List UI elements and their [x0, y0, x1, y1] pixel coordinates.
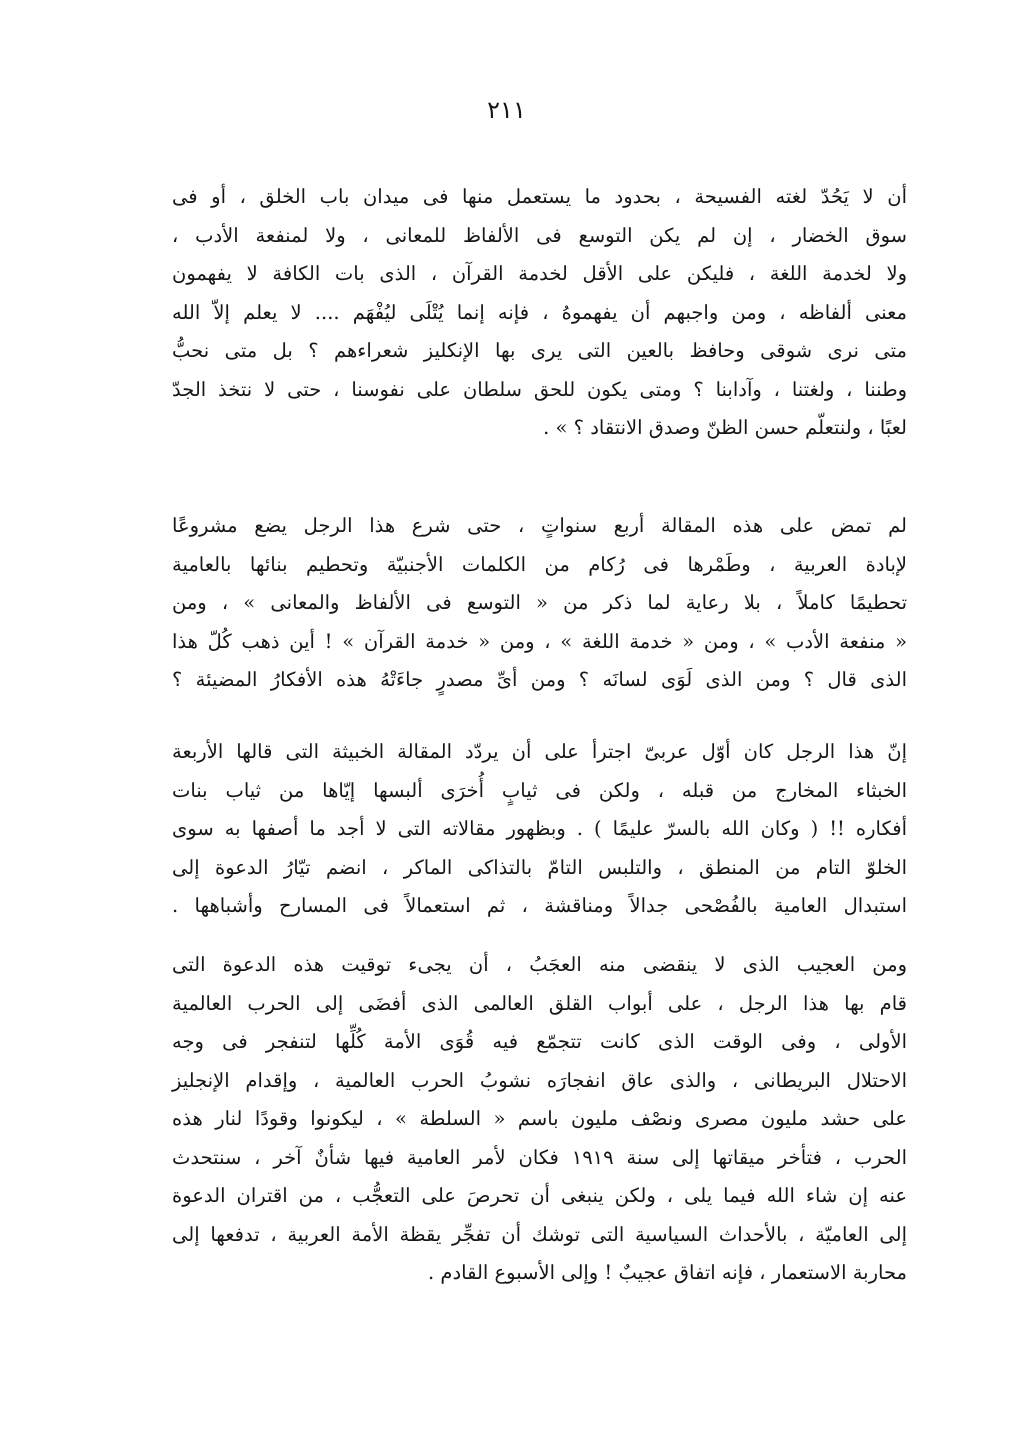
- text-line: وطننا ، ولغتنا ، وآدابنا ؟ ومتى يكون للحق سلطان على نفوسنا ، حتى لا نتخذ الجدّ: [172, 377, 907, 401]
- text-line: « منفعة الأدب » ، ومن « خدمة اللغة » ، ومن « خدمة القرآن » ! أين ذهب كُلّ هذا: [172, 629, 907, 653]
- text-line: استبدال العامية بالفُصْحى جدالاً ومناقشة ، ثم استعمالاً فى المسارح وأشباهها .: [172, 894, 907, 917]
- text-line: سوق الخضار ، إن لم يكن التوسع فى الألفاظ للمعانى ، ولا لمنفعة الأدب ،: [172, 223, 907, 247]
- text-line: الأولى ، وفى الوقت الذى كانت تتجمّع فيه قُوَى الأمة كُلِّها لتنفجر فى وجه: [172, 1030, 907, 1053]
- text-line: ولا لخدمة اللغة ، فليكن على الأقل لخدمة القرآن ، الذى بات الكافة لا يفهمون: [172, 262, 907, 285]
- text-line: معنى ألفاظه ، ومن واجبهم أن يفهموهُ ، فإنه إنما يُتْلَى ليُفْهَم .... لا يعلم إلاّ الله: [172, 300, 907, 324]
- text-line: الحرب ، فتأخر ميقاتها إلى سنة ١٩١٩ فكان لأمر العامية فيها شأنٌ آخر ، سنتحدث: [172, 1145, 907, 1169]
- paragraph-2: [172, 507, 907, 700]
- text-line: تحطيمًا كاملاً ، بلا رعاية لما ذكر من « التوسع فى الألفاظ والمعانى » ، ومن: [172, 591, 907, 614]
- text-line: إنّ هذا الرجل كان أوّل عربىّ اجترأ على أن يردّد المقالة الخبيثة التى قالها الأربعة: [172, 740, 907, 763]
- text-line: لإبادة العربية ، وطَمْرها فى رُكام من الكلمات الأجنبيّة وتحطيم بنائها بالعامية: [172, 552, 907, 576]
- text-line: الذى قال ؟ ومن الذى لَوَى لسانَه ؟ ومن أىِّ مصدرٍ جاءَتْهُ هذه الأفكارُ المضيئة ؟: [172, 668, 907, 691]
- text-line: ومن العجيب الذى لا ينقضى منه العجَبُ ، أن يجىء توقيت هذه الدعوة التى: [172, 953, 907, 976]
- text-line: أن لا يَحُدّ لغته الفسيحة ، بحدود ما يستعمل منها فى ميدان باب الخلق ، أو فى: [172, 185, 907, 208]
- text-line: أفكاره !! ( وكان الله بالسرّ عليمًا ) . وبظهور مقالاته التى لا أجد ما أصفها به سوى: [172, 817, 907, 840]
- text-line: الخبثاء المخارج من قبله ، ولكن فى ثيابٍ أُخرَى ألبسها إيّاها من ثياب بنات: [172, 778, 907, 802]
- paragraph-1: [172, 178, 907, 448]
- text-line: محاربة الاستعمار ، فإنه اتفاق عجيبٌ ! وإلى الأسبوع القادم .: [428, 1261, 907, 1284]
- text-line: متى نرى شوقى وحافظ بالعين التى يرى بها الإنكليز شعراءهم ؟ بل متى نحبُّ: [172, 339, 907, 362]
- text-line: عنه إن شاء الله فيما يلى ، ولكن ينبغى أن تحرصَ على التعجُّب ، من اقتران الدعوة: [172, 1184, 907, 1207]
- page-number: ٢١١: [487, 96, 526, 124]
- text-line: لم تمض على هذه المقالة أربع سنواتٍ ، حتى شرع هذا الرجل يضع مشروعًا: [172, 514, 907, 537]
- text-line: الاحتلال البريطانى ، والذى عاق انفجارَه نشوبُ الحرب العالمية ، وإقدام الإنجليز: [172, 1068, 907, 1092]
- text-line: قام بها هذا الرجل ، على أبواب القلق العالمى الذى أفضَى إلى الحرب العالمية: [172, 991, 907, 1015]
- text-line: على حشد مليون مصرى ونصْف مليون باسم « السلطة » ، ليكونوا وقودًا لنار هذه: [172, 1107, 907, 1130]
- paragraph-4: [172, 946, 907, 1293]
- text-line: الخلوّ التام من المنطق ، والتلبس التامّ بالتذاكى الماكر ، انضم تيّارُ الدعوة إلى: [172, 855, 907, 879]
- text-line: لعبًا ، ولنتعلّم حسن الظنّ وصدق الانتقاد ؟ » .: [543, 416, 907, 439]
- text-line: إلى العاميّة ، بالأحداث السياسية التى توشك أن تفجِّر يقظة الأمة العربية ، تدفعها إلى: [172, 1222, 907, 1246]
- paragraph-3: [172, 733, 907, 926]
